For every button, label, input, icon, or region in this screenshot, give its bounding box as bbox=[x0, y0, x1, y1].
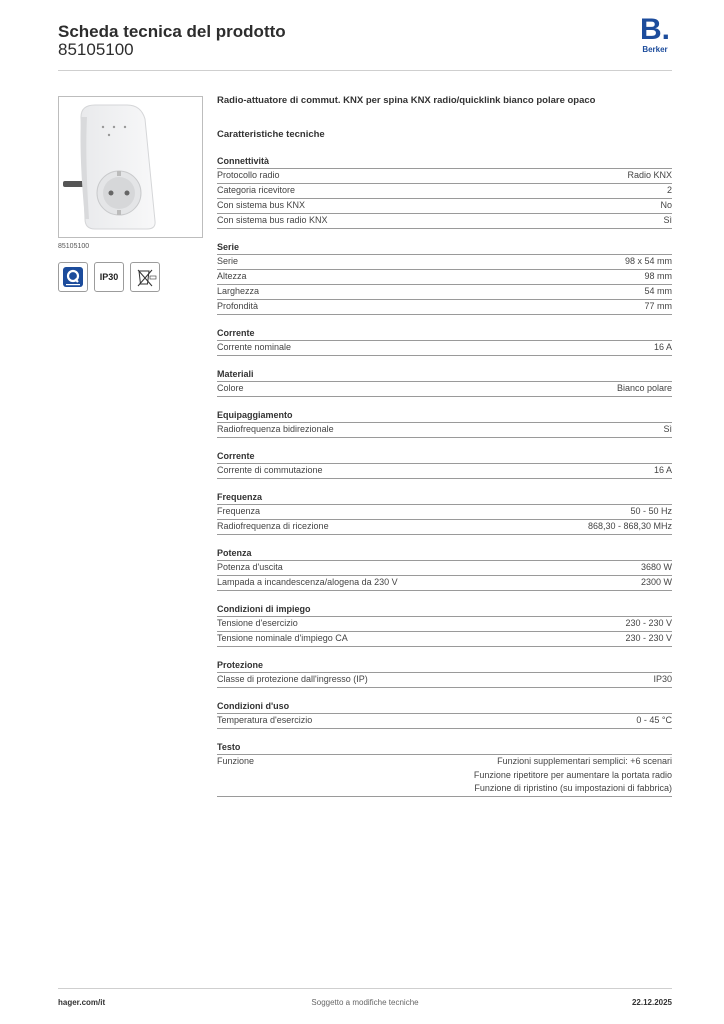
brand-logo-mark: B. bbox=[640, 13, 670, 46]
spec-row bbox=[217, 713, 672, 729]
spec-group-title: Frequenza bbox=[217, 492, 263, 502]
weee-disposal-icon bbox=[130, 262, 160, 292]
spec-group-title: Materiali bbox=[217, 369, 254, 379]
spec-value: 16 A bbox=[653, 465, 672, 475]
spec-group-title: Condizioni d'uso bbox=[217, 701, 290, 711]
spec-label: Colore bbox=[217, 383, 244, 393]
spec-group bbox=[217, 547, 672, 591]
spec-value: 16 A bbox=[653, 342, 672, 352]
spec-label: Tensione nominale d'impiego CA bbox=[217, 633, 348, 643]
spec-label: Frequenza bbox=[217, 506, 261, 516]
spec-group-testo bbox=[217, 741, 672, 797]
spec-group bbox=[217, 700, 672, 729]
spec-group-title: Corrente bbox=[217, 328, 255, 338]
spec-label: Classe di protezione dall'ingresso (IP) bbox=[217, 674, 368, 684]
ip30-badge: IP30 bbox=[94, 262, 124, 292]
spec-row bbox=[217, 284, 672, 299]
product-image bbox=[58, 96, 203, 238]
spec-row bbox=[217, 519, 672, 535]
product-headline: Radio-attuatore di commut. KNX per spina KNX radio/quicklink bianco polare opaco bbox=[217, 95, 596, 106]
spec-value: Sì bbox=[663, 424, 672, 434]
footer-website: hager.com/it bbox=[58, 998, 106, 1007]
spec-row bbox=[217, 560, 672, 575]
product-number: 85105100 bbox=[58, 40, 134, 59]
spec-row bbox=[217, 575, 672, 591]
footer-date: 22.12.2025 bbox=[631, 998, 672, 1007]
spec-content bbox=[217, 95, 672, 797]
spec-value: Sì bbox=[663, 215, 672, 225]
spec-label: Protocollo radio bbox=[217, 170, 280, 180]
spec-label: Lampada a incandescenza/alogena da 230 V bbox=[217, 577, 398, 587]
spec-row bbox=[217, 422, 672, 438]
spec-group bbox=[217, 155, 672, 229]
spec-label: Potenza d'uscita bbox=[217, 562, 283, 572]
brand-logo-text: Berker bbox=[642, 45, 668, 54]
spec-label: Profondità bbox=[217, 301, 259, 311]
spec-label: Corrente di commutazione bbox=[217, 465, 323, 475]
spec-value: 50 - 50 Hz bbox=[630, 506, 672, 516]
spec-group-title: Equipaggiamento bbox=[217, 410, 293, 420]
spec-group bbox=[217, 241, 672, 315]
spec-value: Bianco polare bbox=[616, 383, 672, 393]
spec-value: 54 mm bbox=[644, 286, 672, 296]
spec-value: 868,30 - 868,30 MHz bbox=[587, 521, 672, 531]
spec-label: Serie bbox=[217, 256, 239, 266]
tech-specs-title: Caratteristiche tecniche bbox=[217, 129, 325, 140]
spec-group-title: Serie bbox=[217, 242, 240, 252]
spec-value: Radio KNX bbox=[627, 170, 672, 180]
spec-row bbox=[217, 269, 672, 284]
spec-group bbox=[217, 603, 672, 647]
spec-row bbox=[217, 381, 672, 397]
spec-group bbox=[217, 659, 672, 688]
spec-row bbox=[217, 672, 672, 688]
page-title: Scheda tecnica del prodotto bbox=[58, 22, 286, 41]
spec-row bbox=[217, 504, 672, 519]
spec-label: Con sistema bus KNX bbox=[217, 200, 306, 210]
spec-value: 3680 W bbox=[640, 562, 672, 572]
spec-value-line: Funzione ripetitore per aumentare la portata radio bbox=[473, 769, 672, 780]
spec-row bbox=[217, 299, 672, 315]
spec-row bbox=[217, 198, 672, 213]
spec-label: Categoria ricevitore bbox=[217, 185, 296, 195]
spec-group bbox=[217, 491, 672, 535]
spec-value: 77 mm bbox=[644, 301, 672, 311]
spec-value: 230 - 230 V bbox=[625, 633, 672, 643]
spec-label: Larghezza bbox=[217, 286, 260, 296]
spec-label: Altezza bbox=[217, 271, 247, 281]
spec-value: 2 bbox=[666, 185, 672, 195]
spec-value: 2300 W bbox=[640, 577, 672, 587]
spec-row bbox=[217, 616, 672, 631]
spec-label: Temperatura d'esercizio bbox=[217, 715, 313, 725]
spec-group-title: Corrente bbox=[217, 451, 255, 461]
spec-value: 0 - 45 °C bbox=[636, 715, 672, 725]
spec-label: Funzione bbox=[217, 756, 255, 766]
certification-badges bbox=[58, 262, 160, 292]
spec-label: Tensione d'esercizio bbox=[217, 618, 298, 628]
spec-row bbox=[217, 463, 672, 479]
spec-group-title: Testo bbox=[217, 742, 241, 752]
quicklink-badge-icon bbox=[58, 262, 88, 292]
spec-group bbox=[217, 450, 672, 479]
spec-value bbox=[474, 755, 672, 796]
image-caption: 85105100 bbox=[58, 243, 90, 250]
spec-group-title: Potenza bbox=[217, 548, 252, 558]
brand-logo bbox=[638, 13, 672, 54]
spec-label: Corrente nominale bbox=[217, 342, 292, 352]
spec-row bbox=[217, 754, 672, 797]
spec-value: No bbox=[660, 200, 672, 210]
spec-group-title: Protezione bbox=[217, 660, 264, 670]
spec-row bbox=[217, 183, 672, 198]
spec-row bbox=[217, 168, 672, 183]
spec-value: 230 - 230 V bbox=[625, 618, 672, 628]
spec-groups bbox=[217, 155, 672, 729]
spec-value: 98 mm bbox=[644, 271, 672, 281]
spec-row bbox=[217, 340, 672, 356]
spec-value: IP30 bbox=[653, 674, 672, 684]
spec-group-title: Connettività bbox=[217, 156, 270, 166]
spec-value-line: Funzione di ripristino (su impostazioni di fabbrica) bbox=[474, 783, 672, 793]
spec-label: Radiofrequenza di ricezione bbox=[217, 521, 329, 531]
spec-label: Con sistema bus radio KNX bbox=[217, 215, 328, 225]
spec-label: Radiofrequenza bidirezionale bbox=[217, 424, 334, 434]
page-footer bbox=[58, 988, 672, 1009]
product-socket-illustration bbox=[59, 97, 202, 237]
spec-row bbox=[217, 631, 672, 647]
spec-group bbox=[217, 327, 672, 356]
spec-value-line: Funzioni supplementari semplici: +6 scenari bbox=[497, 756, 672, 766]
spec-row bbox=[217, 213, 672, 229]
footer-note: Soggetto a modifiche tecniche bbox=[311, 998, 419, 1007]
spec-value: 98 x 54 mm bbox=[624, 256, 672, 266]
spec-row bbox=[217, 254, 672, 269]
spec-group bbox=[217, 368, 672, 397]
spec-group bbox=[217, 409, 672, 438]
spec-group-title: Condizioni di impiego bbox=[217, 604, 311, 614]
page-header bbox=[58, 13, 672, 71]
